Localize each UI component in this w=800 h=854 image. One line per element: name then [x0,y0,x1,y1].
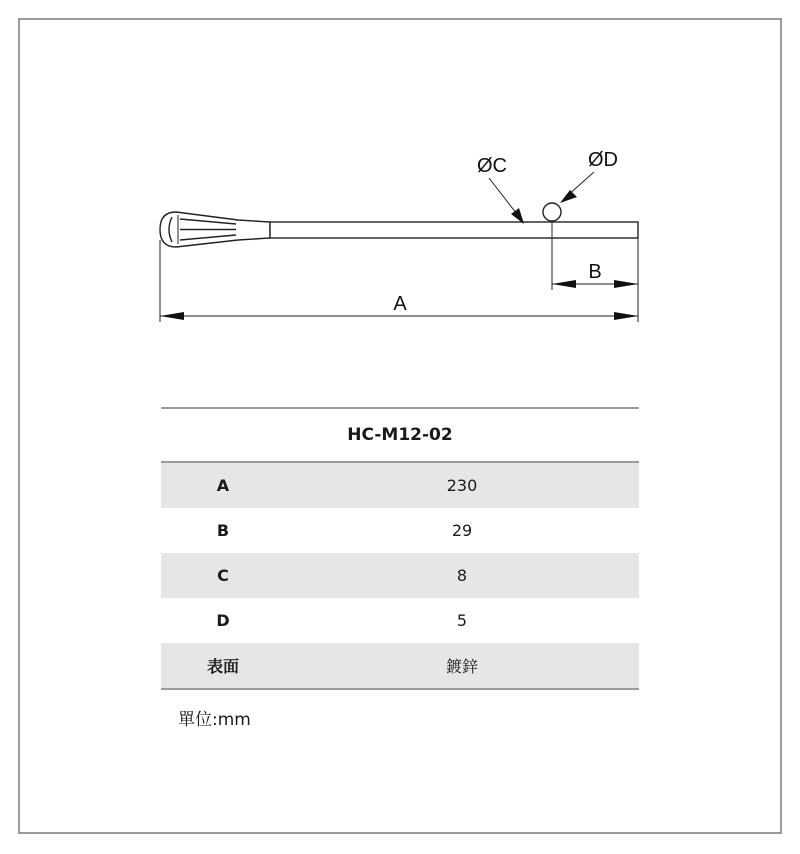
table-row [161,508,639,553]
table-row [161,462,639,508]
dimension-a-label: A [393,293,407,315]
row-value: 鍍鋅 [285,643,639,689]
leader-c-label: ØC [477,155,507,177]
leader-d [560,172,594,203]
ball [543,203,561,221]
row-value: 29 [451,521,473,540]
dimension-b-label: B [588,261,602,283]
spec-table-title: HC-M12-02 [161,408,639,462]
table-row [161,553,639,598]
table-row [161,598,639,643]
handle [160,212,270,247]
unit-note: 單位:mm [178,710,251,730]
row-key: 表面 [161,643,285,689]
spec-table [161,407,639,690]
row-key: A [161,462,285,508]
row-key: D [216,611,230,630]
row-key: C [161,553,285,598]
row-value: 230 [285,462,639,508]
row-value: 8 [285,553,639,598]
row-value: 5 [456,611,468,630]
shaft [270,222,638,238]
table-row [161,643,639,689]
row-key: B [216,521,230,540]
leader-c [489,178,524,224]
leader-d-label: ØD [588,149,618,171]
